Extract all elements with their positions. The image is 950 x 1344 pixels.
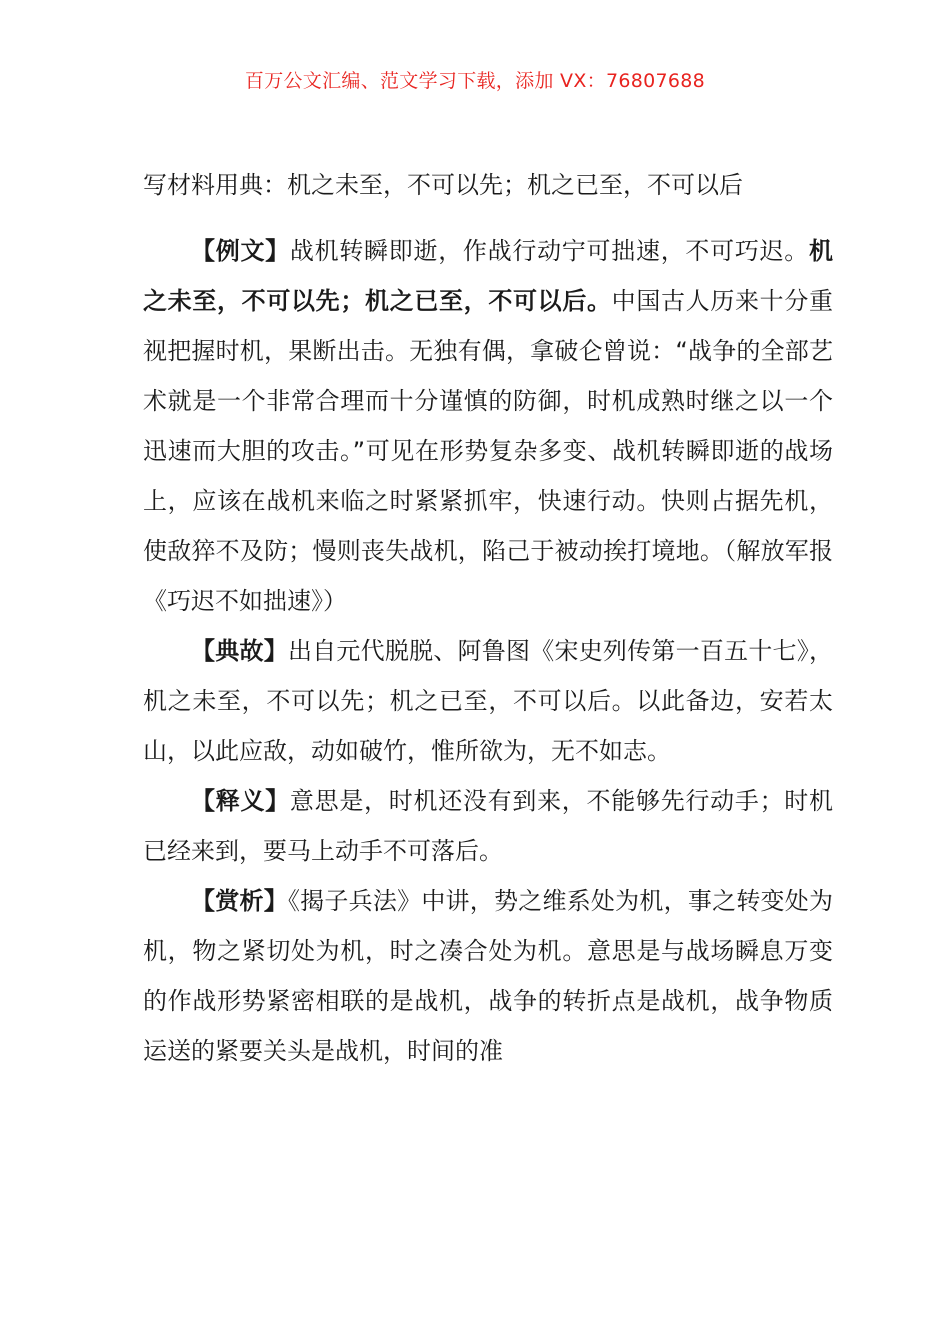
document-body — [143, 160, 833, 1076]
document-title: 写材料用典：机之未至，不可以先；机之已至，不可以后 — [143, 171, 743, 199]
example-text-after: 中国古人历来十分重视把握时机，果断出击。无独有偶，拿破仑曾说：“战争的全部艺术就是一个非常合理而十分谨慎的防御，时机成熟时继之以一个迅速而大胆的攻击。”可见在形势复杂多变、战机转瞬即逝的战场上，应该在战机来临之时紧紧抓牢，快速行动。快则占据先机，使敌猝不及防；慢则丧失战机，陷己于被动挨打境地。（解放军报《巧迟不如拙速》） — [143, 287, 834, 615]
appreciation-paragraph — [143, 876, 833, 1076]
example-tag: 【例文】 — [191, 237, 290, 265]
example-emphasis: 机之未至，不可以先；机之已至，不可以后。 — [143, 237, 834, 315]
example-paragraph — [143, 226, 833, 626]
appreciation-text: 《揭子兵法》中讲，势之维系处为机，事之转变处为机，物之紧切处为机，时之凑合处为机。意思是与战场瞬息万变的作战形势紧密相联的是战机，战争的转折点是战机，战争物质运送的紧要关头是战机，时间的准 — [143, 887, 834, 1065]
meaning-text: 意思是，时机还没有到来，不能够先行动手；时机已经来到，要马上动手不可落后。 — [143, 787, 834, 865]
meaning-paragraph — [143, 776, 833, 876]
allusion-paragraph — [143, 626, 833, 776]
allusion-text: 出自元代脱脱、阿鲁图《宋史列传第一百五十七》，机之未至，不可以先；机之已至，不可以后。以此备边，安若太山，以此应敌，动如破竹，惟所欲为，无不如志。 — [143, 637, 834, 765]
header-contact-note: 百万公文汇编、范文学习下载，添加 VX：76807688 — [244, 70, 706, 92]
allusion-tag: 【典故】 — [191, 637, 288, 665]
appreciation-tag: 【赏析】 — [191, 887, 288, 915]
example-text-before: 战机转瞬即逝，作战行动宁可拙速，不可巧迟。 — [289, 237, 810, 265]
meaning-tag: 【释义】 — [191, 787, 290, 815]
